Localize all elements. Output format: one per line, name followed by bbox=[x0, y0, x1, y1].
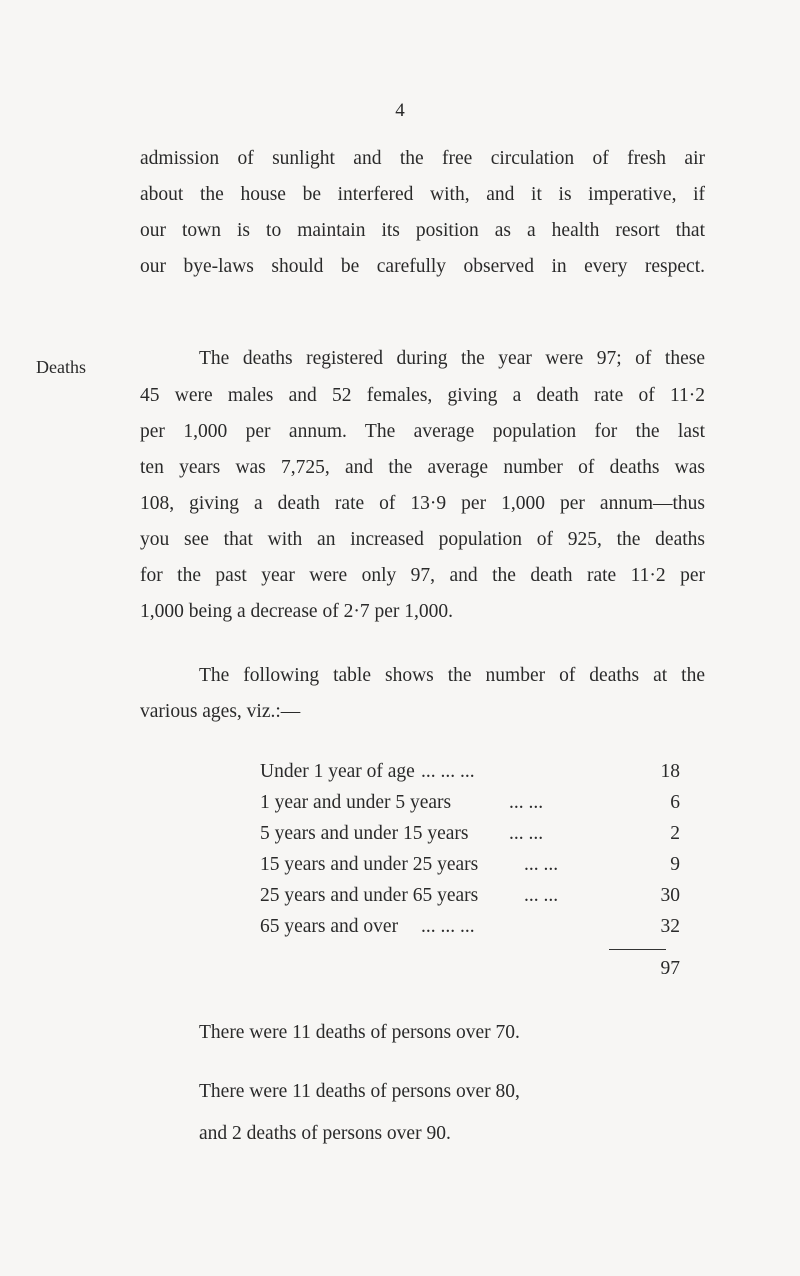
age-row-value: 9 bbox=[670, 854, 680, 875]
deaths-paragraph-line-6: you see that with an increased population of 925, the deaths bbox=[140, 529, 705, 550]
deaths-paragraph-line-3: per 1,000 per annum. The average population for the last bbox=[140, 421, 705, 442]
age-row-label: Under 1 year of age bbox=[260, 761, 415, 782]
leader-dots: ... ... bbox=[524, 854, 559, 875]
age-row-value: 2 bbox=[670, 823, 680, 844]
age-row-15-to-25 bbox=[260, 853, 680, 877]
margin-note-deaths: Deaths bbox=[36, 357, 86, 377]
over-70-note: There were 11 deaths of persons over 70. bbox=[199, 1022, 520, 1043]
age-row-value: 18 bbox=[660, 761, 680, 782]
deaths-paragraph-line-2: 45 were males and 52 females, giving a death rate of 11·2 bbox=[140, 385, 705, 406]
opening-paragraph-line-4: our bye-laws should be carefully observed in every respect. bbox=[140, 256, 705, 277]
age-row-value: 32 bbox=[660, 916, 680, 937]
deaths-paragraph-line-8: 1,000 being a decrease of 2·7 per 1,000. bbox=[140, 601, 453, 622]
age-row-1-to-5 bbox=[260, 791, 680, 815]
opening-paragraph-line-1: admission of sunlight and the free circulation of fresh air bbox=[140, 148, 705, 169]
table-intro-line-1: The following table shows the number of deaths at the bbox=[199, 665, 705, 686]
leader-dots: ... ... bbox=[524, 885, 559, 906]
age-row-65-and-over bbox=[260, 915, 680, 939]
over-80-note: There were 11 deaths of persons over 80, bbox=[199, 1081, 520, 1102]
opening-paragraph-line-3: our town is to maintain its position as a health resort that bbox=[140, 220, 705, 241]
age-row-value: 30 bbox=[660, 885, 680, 906]
age-row-value: 6 bbox=[670, 792, 680, 813]
age-row-5-to-15 bbox=[260, 822, 680, 846]
table-intro-line-2: various ages, viz.:— bbox=[140, 701, 301, 722]
leader-dots: ... ... bbox=[509, 792, 544, 813]
age-row-25-to-65 bbox=[260, 884, 680, 908]
age-row-label: 65 years and over bbox=[260, 916, 399, 937]
deaths-paragraph-line-7: for the past year were only 97, and the death rate 11·2 per bbox=[140, 565, 705, 586]
leader-dots: ... ... ... bbox=[421, 761, 475, 782]
age-row-label: 5 years and under 15 years bbox=[260, 823, 469, 844]
page-number: 4 bbox=[395, 100, 405, 121]
age-row-under-1 bbox=[260, 760, 680, 784]
opening-paragraph-line-2: about the house be interfered with, and it is imperative, if bbox=[140, 184, 705, 205]
deaths-paragraph-line-4: ten years was 7,725, and the average number of deaths was bbox=[140, 457, 705, 478]
deaths-paragraph-line-5: 108, giving a death rate of 13·9 per 1,000 per annum—thus bbox=[140, 493, 705, 514]
leader-dots: ... ... ... bbox=[421, 916, 475, 937]
total-rule bbox=[609, 949, 666, 950]
deaths-paragraph-line-1: The deaths registered during the year were 97; of these bbox=[199, 348, 705, 369]
age-row-label: 15 years and under 25 years bbox=[260, 854, 479, 875]
age-row-label: 1 year and under 5 years bbox=[260, 792, 452, 813]
age-row-label: 25 years and under 65 years bbox=[260, 885, 479, 906]
over-90-note: and 2 deaths of persons over 90. bbox=[199, 1123, 451, 1144]
age-table-total: 97 bbox=[660, 958, 680, 979]
leader-dots: ... ... bbox=[509, 823, 544, 844]
